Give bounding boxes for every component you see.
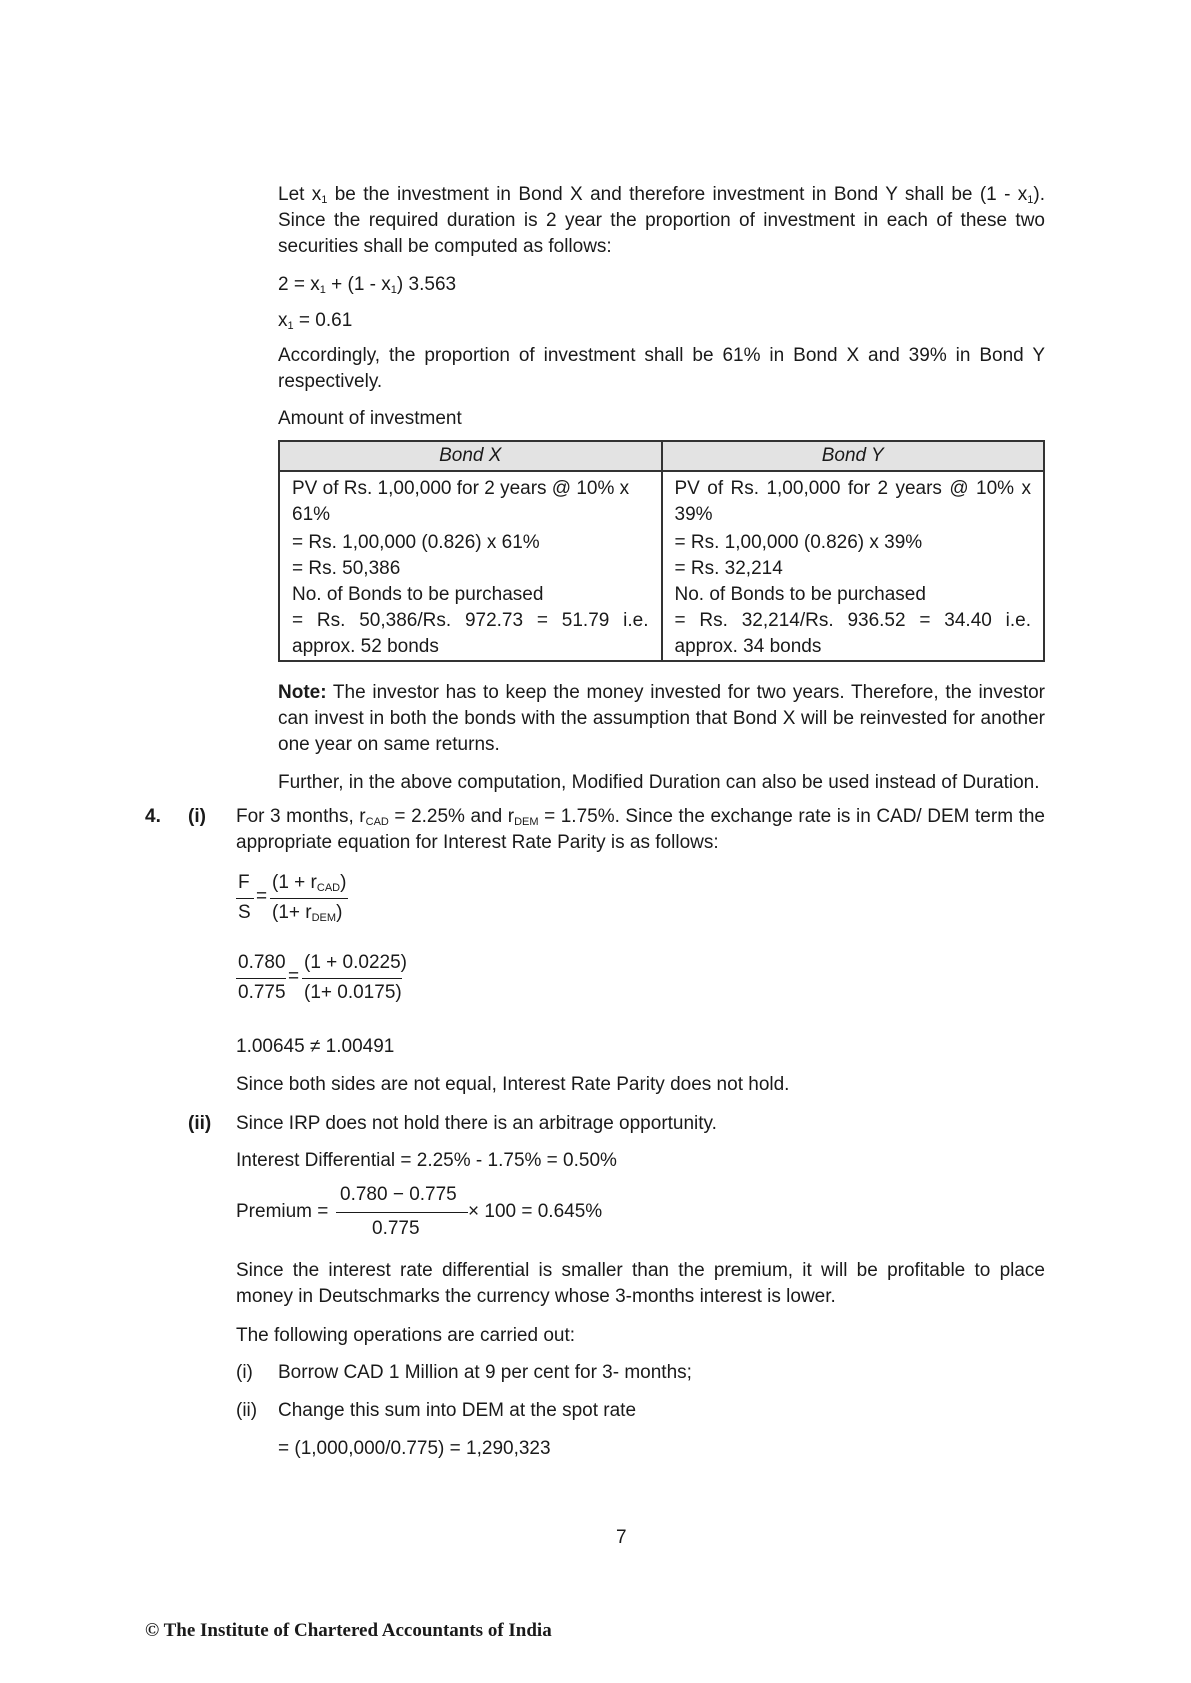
operation-item: Borrow CAD 1 Million at 9 per cent for 3- months; bbox=[278, 1362, 692, 1383]
bond-y-cell: PV of Rs. 1,00,000 for 2 years @ 10% x 39% bbox=[662, 471, 1045, 530]
note-label: Note: bbox=[278, 682, 327, 703]
fraction-bar bbox=[336, 1212, 468, 1213]
premium-label: Premium = bbox=[236, 1201, 329, 1222]
amount-heading: Amount of investment bbox=[278, 408, 462, 429]
irp-denominator: $(1+ r_{DEM})$ bbox=[272, 902, 343, 924]
rate-denominator: (1+ 0.0175) bbox=[304, 982, 402, 1003]
bond-x-header: Bond X bbox=[279, 441, 662, 471]
bond-y-cell: = Rs. 1,00,000 (0.826) x 39% bbox=[662, 530, 1045, 556]
equals-sign: = bbox=[256, 886, 268, 907]
operation-number: (i) bbox=[236, 1362, 253, 1383]
bond-y-header: Bond Y bbox=[662, 441, 1045, 471]
not-hold-statement: Since both sides are not equal, Interest Rate Parity does not hold. bbox=[236, 1074, 790, 1095]
f-symbol: F bbox=[238, 872, 250, 893]
fraction-bar bbox=[302, 978, 402, 979]
fraction-bar bbox=[236, 978, 286, 979]
equation-duration: $2 = x_1 + (1 - x_1)$ 3.563 bbox=[278, 274, 457, 296]
irp-equation bbox=[236, 870, 376, 930]
footer-copyright: © The Institute of Chartered Accountants of India bbox=[145, 1620, 552, 1641]
intro-paragraph: Let $x_1$ be the investment in Bond X and therefore investment in Bond Y shall be $(1 - x_1)$. Since the required duration is 2 year the proportion of investment in each of these two securities shall be computed as follows: bbox=[278, 184, 1045, 257]
bond-y-cell: = Rs. 32,214/Rs. 936.52 = 34.40 i.e. approx. 34 bonds bbox=[662, 608, 1045, 661]
premium-denominator: 0.775 bbox=[372, 1218, 420, 1239]
fraction-bar bbox=[270, 898, 348, 899]
operation-number: (ii) bbox=[236, 1400, 258, 1421]
operations-heading: The following operations are carried out: bbox=[236, 1325, 576, 1346]
part-i-label: (i) bbox=[188, 806, 206, 827]
bond-x-cell: = Rs. 50,386 bbox=[279, 556, 662, 582]
fraction-bar bbox=[236, 898, 254, 899]
irp-numerator: $(1 + r_{CAD})$ bbox=[272, 872, 347, 894]
accordingly-paragraph: Accordingly, the proportion of investment shall be 61% in Bond X and 39% in Bond Y respectively. bbox=[278, 345, 1045, 392]
bond-x-cell: = Rs. 50,386/Rs. 972.73 = 51.79 i.e. approx. 52 bonds bbox=[279, 608, 662, 661]
operation-item: Change this sum into DEM at the spot rate bbox=[278, 1400, 637, 1421]
arbitrage-statement: Since IRP does not hold there is an arbitrage opportunity. bbox=[236, 1113, 717, 1134]
part-i-paragraph: For 3 months, $r_{CAD} = 2.25\%$ and $r_{DEM} = 1.75\%$. Since the exchange rate is in CAD/ DEM term the appropriate equation for Interest Rate Parity is as follows: bbox=[236, 806, 1045, 853]
premium-numerator: 0.780 − 0.775 bbox=[340, 1184, 457, 1205]
part-ii-label: (ii) bbox=[188, 1113, 212, 1134]
equals-sign: = bbox=[288, 966, 300, 987]
bond-y-cell: = Rs. 32,214 bbox=[662, 556, 1045, 582]
spot-rate: 0.775 bbox=[238, 982, 286, 1003]
equation-result: $x_1 = 0.61$ bbox=[278, 310, 353, 332]
inequality: 1.00645 ≠ 1.00491 bbox=[236, 1036, 395, 1057]
bond-x-cell: PV of Rs. 1,00,000 for 2 years @ 10% x 61% bbox=[279, 471, 662, 530]
premium-equation bbox=[236, 1182, 603, 1246]
bond-table bbox=[278, 440, 1045, 662]
profit-paragraph: Since the interest rate differential is smaller than the premium, it will be profitable to place money in Deutschmarks the currency whose 3-months interest is lower. bbox=[236, 1260, 1045, 1307]
s-symbol: S bbox=[238, 902, 251, 923]
bond-x-cell: = Rs. 1,00,000 (0.826) x 61% bbox=[279, 530, 662, 556]
question-number: 4. bbox=[145, 806, 161, 827]
bond-y-cell: No. of Bonds to be purchased bbox=[662, 582, 1045, 608]
further-paragraph: Further, in the above computation, Modified Duration can also be used instead of Duration. bbox=[278, 772, 1040, 793]
bond-x-cell: No. of Bonds to be purchased bbox=[279, 582, 662, 608]
forward-rate: 0.780 bbox=[238, 952, 286, 973]
interest-differential: Interest Differential = 2.25% - 1.75% = 0.50% bbox=[236, 1150, 617, 1171]
page-number: 7 bbox=[616, 1527, 627, 1548]
rate-numerator: (1 + 0.0225) bbox=[304, 952, 407, 973]
note-paragraph: Note: The investor has to keep the money invested for two years. Therefore, the investor can invest in both the bonds with the assumption that Bond X will be reinvested for another one year on same returns. bbox=[278, 682, 1045, 755]
premium-result: × 100 = 0.645% bbox=[468, 1201, 603, 1222]
conversion-calc: = (1,000,000/0.775) = 1,290,323 bbox=[278, 1438, 551, 1459]
value-equation bbox=[236, 950, 416, 1010]
